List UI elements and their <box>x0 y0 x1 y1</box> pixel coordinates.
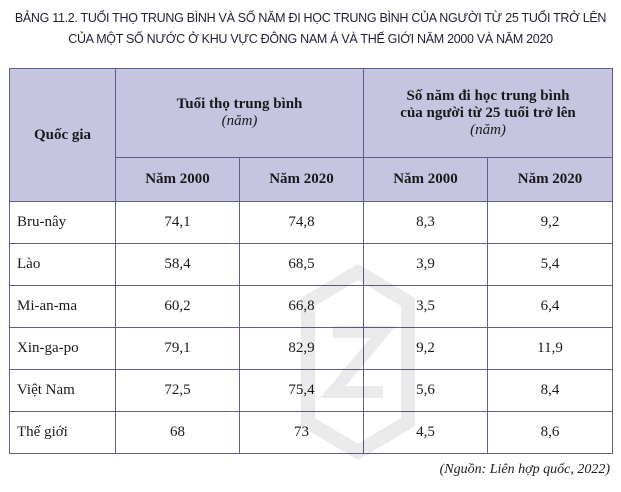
header-year-2000-school: Năm 2000 <box>364 158 488 202</box>
table-row <box>10 370 613 412</box>
cell-value: 6,4 <box>488 286 613 328</box>
cell-value: 72,5 <box>116 370 240 412</box>
header-schooling-label-line-2: của người từ 25 tuổi trở lên <box>400 104 576 121</box>
row-country: Mi-an-ma <box>10 286 116 328</box>
cell-value: 9,2 <box>364 328 488 370</box>
cell-value: 66,8 <box>240 286 364 328</box>
cell-value: 68 <box>116 412 240 454</box>
cell-value: 3,9 <box>364 244 488 286</box>
header-schooling-unit: (năm) <box>470 121 506 138</box>
header-country: Quốc gia <box>10 69 116 202</box>
table-title-line-2: CỦA MỘT SỐ NƯỚC Ở KHU VỰC ĐÔNG NAM Á VÀ THẾ GIỚI NĂM 2000 VÀ NĂM 2020 <box>68 32 553 46</box>
cell-value: 58,4 <box>116 244 240 286</box>
cell-value: 60,2 <box>116 286 240 328</box>
row-country: Lào <box>10 244 116 286</box>
data-table <box>9 68 613 454</box>
header-year-2020-school: Năm 2020 <box>488 158 613 202</box>
source-note: (Nguồn: Liên hợp quốc, 2022) <box>439 462 610 477</box>
cell-value: 73 <box>240 412 364 454</box>
header-life-expectancy <box>116 69 364 158</box>
cell-value: 74,8 <box>240 202 364 244</box>
cell-value: 9,2 <box>488 202 613 244</box>
table-title-line-1: BẢNG 11.2. TUỔI THỌ TRUNG BÌNH VÀ SỐ NĂM ĐI HỌC TRUNG BÌNH CỦA NGƯỜI TỪ 25 TUỔI TRỞ LÊN <box>14 11 607 25</box>
cell-value: 74,1 <box>116 202 240 244</box>
cell-value: 11,9 <box>488 328 613 370</box>
header-schooling-years <box>364 69 613 158</box>
cell-value: 4,5 <box>364 412 488 454</box>
header-life-expectancy-label: Tuổi thọ trung bình <box>176 96 303 112</box>
header-schooling-label-line-1: Số năm đi học trung bình <box>406 87 570 104</box>
cell-value: 79,1 <box>116 328 240 370</box>
table-row <box>10 286 613 328</box>
table-row <box>10 328 613 370</box>
cell-value: 75,4 <box>240 370 364 412</box>
row-country: Xin-ga-po <box>10 328 116 370</box>
table-row <box>10 202 613 244</box>
header-year-2020-life: Năm 2020 <box>240 158 364 202</box>
cell-value: 68,5 <box>240 244 364 286</box>
cell-value: 5,4 <box>488 244 613 286</box>
cell-value: 8,4 <box>488 370 613 412</box>
table-row <box>10 244 613 286</box>
cell-value: 3,5 <box>364 286 488 328</box>
row-country: Việt Nam <box>10 370 116 412</box>
table-title <box>0 8 621 50</box>
cell-value: 82,9 <box>240 328 364 370</box>
header-year-2000-life: Năm 2000 <box>116 158 240 202</box>
table-row <box>10 412 613 454</box>
header-life-expectancy-unit: (năm) <box>221 113 258 129</box>
cell-value: 5,6 <box>364 370 488 412</box>
cell-value: 8,3 <box>364 202 488 244</box>
cell-value: 8,6 <box>488 412 613 454</box>
row-country: Bru-nây <box>10 202 116 244</box>
row-country: Thế giới <box>10 412 116 454</box>
